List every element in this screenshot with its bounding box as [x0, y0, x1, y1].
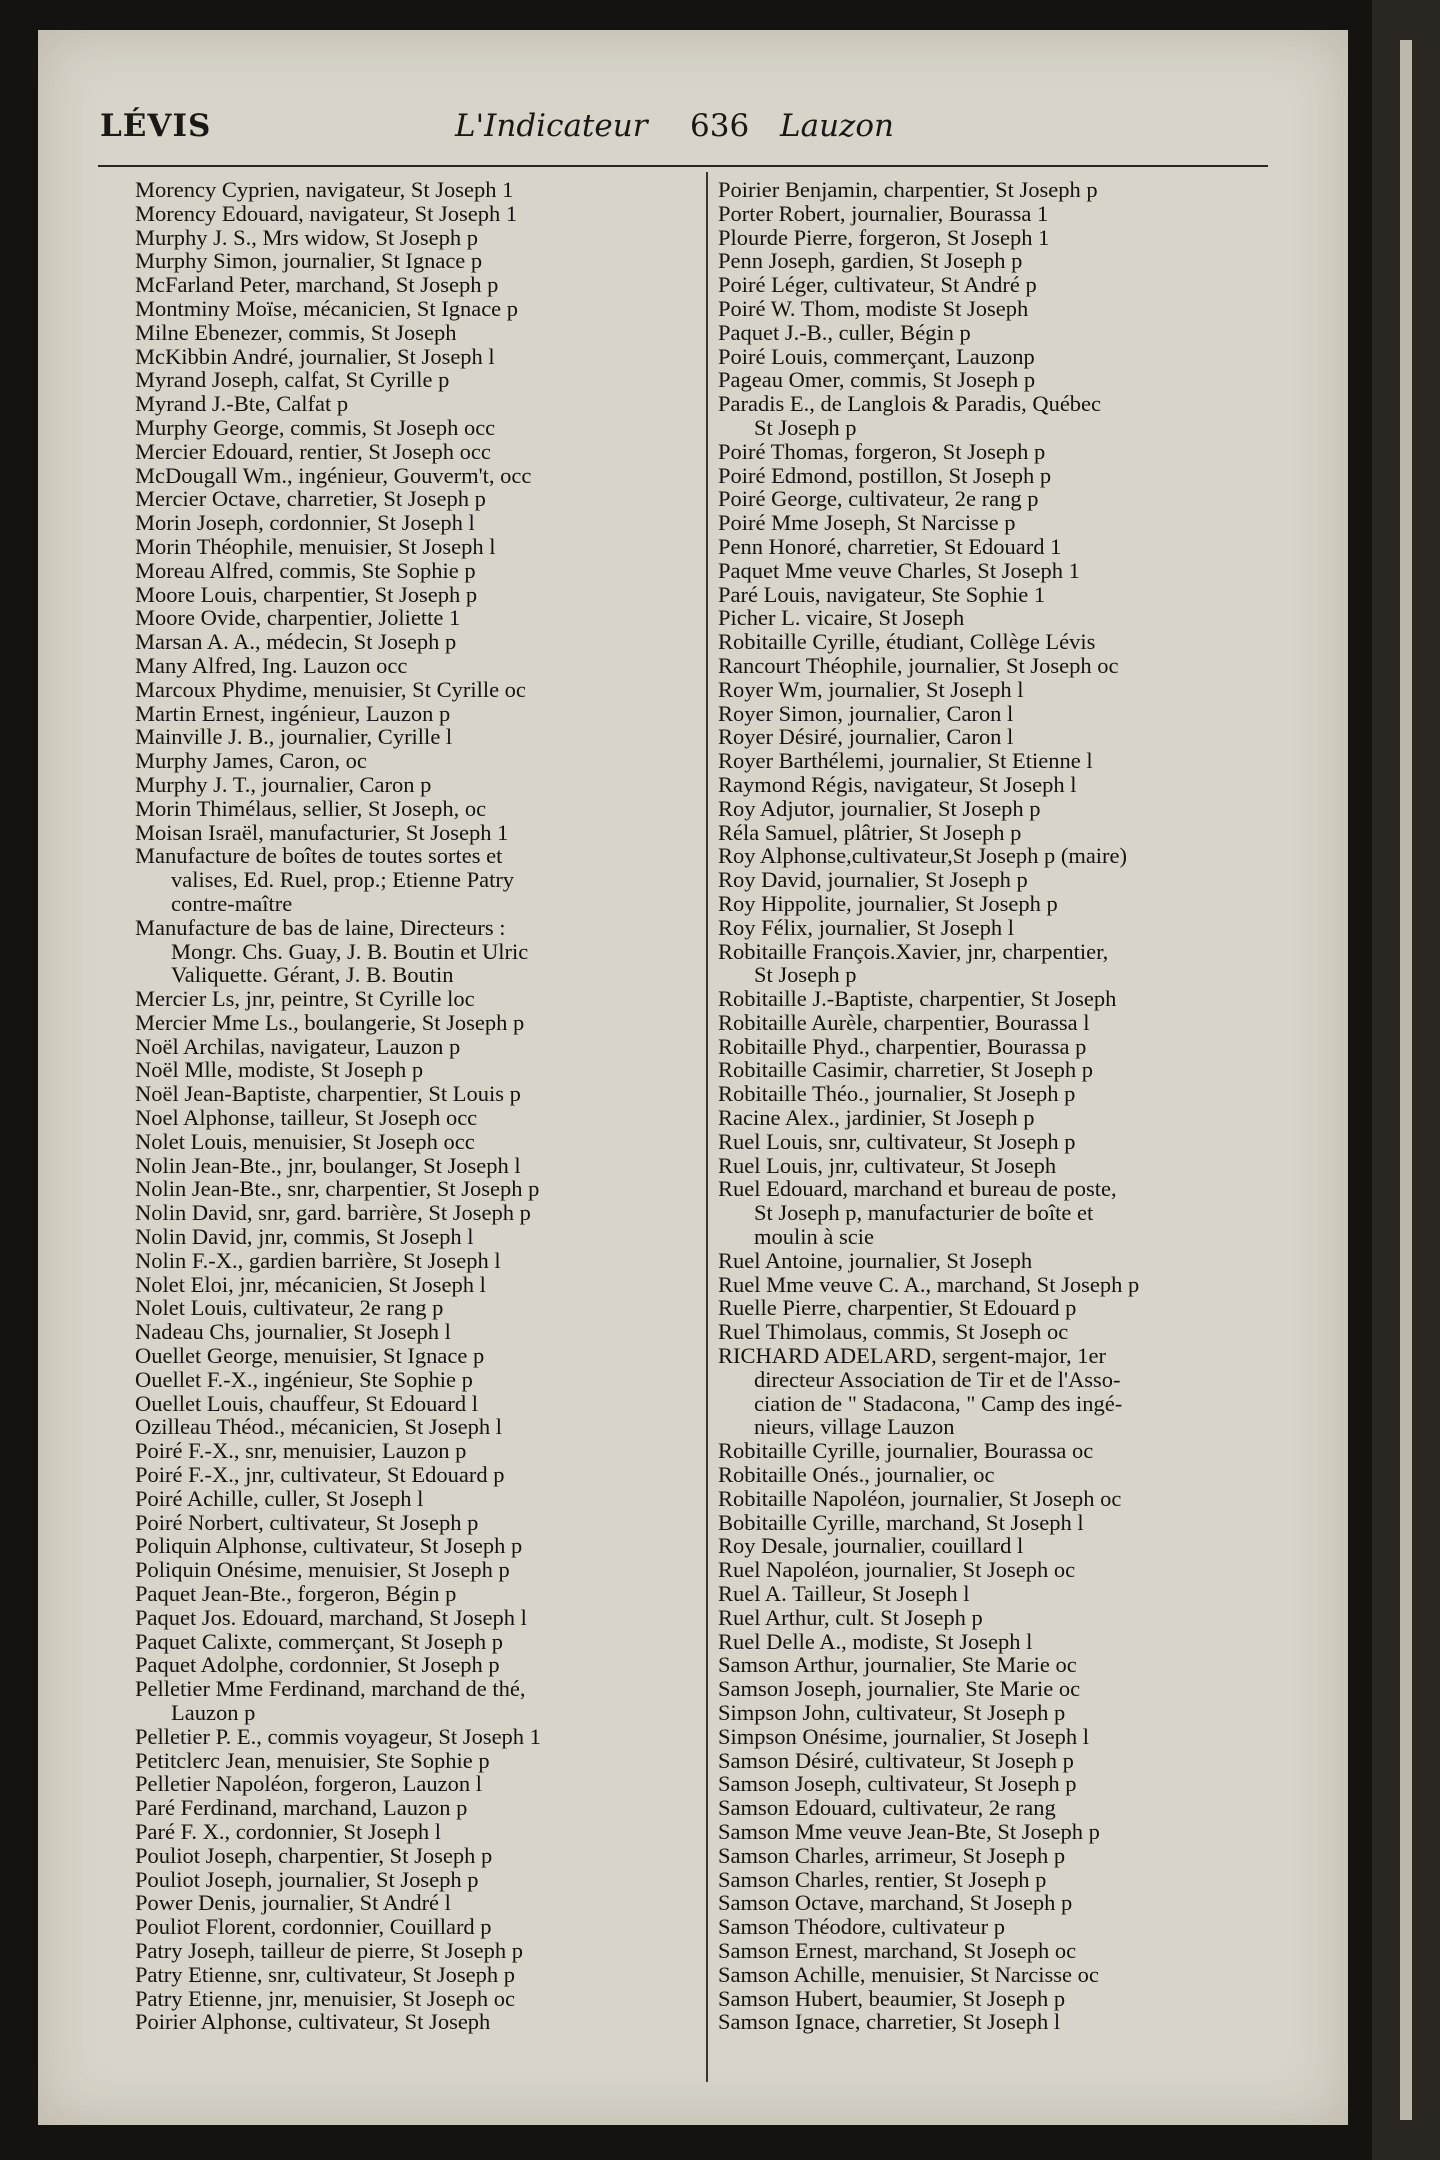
directory-entry: McDougall Wm., ingénieur, Gouverm't, occ: [135, 462, 532, 488]
directory-entry: Manufacture de boîtes de toutes sortes et: [135, 843, 503, 869]
directory-entry: Poiré Léger, cultivateur, St André p: [718, 272, 1037, 298]
directory-entry: Ruelle Pierre, charpentier, St Edouard p: [718, 1295, 1077, 1321]
directory-entry: Robitaille J.-Baptiste, charpentier, St Joseph: [718, 986, 1117, 1012]
directory-entry: Robitaille Napoléon, journalier, St Joseph oc: [718, 1485, 1122, 1511]
directory-entry: Martin Ernest, ingénieur, Lauzon p: [135, 700, 451, 726]
directory-entry: Murphy Simon, journalier, St Ignace p: [135, 248, 483, 274]
directory-entry: Mercier Octave, charretier, St Joseph p: [135, 486, 486, 512]
entry-continuation: Valiquette. Gérant, J. B. Boutin: [171, 962, 454, 988]
directory-entry: Petitclerc Jean, menuisier, Ste Sophie p: [135, 1747, 490, 1773]
directory-entry: Samson Mme veuve Jean-Bte, St Joseph p: [718, 1818, 1100, 1844]
directory-entry: Royer Barthélemi, journalier, St Etienne l: [718, 748, 1093, 774]
directory-entry: Samson Edouard, cultivateur, 2e rang: [718, 1795, 1056, 1821]
directory-entry: Ruel Edouard, marchand et bureau de poste,: [718, 1176, 1117, 1202]
directory-entry: Paquet Jean-Bte., forgeron, Bégin p: [135, 1581, 457, 1607]
adjacent-page-edge: [1372, 0, 1440, 2160]
directory-entry: Nolin David, jnr, commis, St Joseph l: [135, 1224, 474, 1250]
directory-entry: Robitaille Théo., journalier, St Joseph p: [718, 1081, 1076, 1107]
directory-entry: Milne Ebenezer, commis, St Joseph: [135, 319, 457, 345]
directory-entry: Pageau Omer, commis, St Joseph p: [718, 367, 1036, 393]
entry-continuation: nieurs, village Lauzon: [754, 1414, 955, 1440]
directory-entry: Poliquin Onésime, menuisier, St Joseph p: [135, 1557, 510, 1583]
directory-entry: Réla Samuel, plâtrier, St Joseph p: [718, 819, 1022, 845]
page-number: 636: [690, 108, 750, 144]
directory-entry: Morin Théophile, menuisier, St Joseph l: [135, 533, 496, 559]
directory-entry: Poiré Edmond, postillon, St Joseph p: [718, 462, 1052, 488]
directory-entry: Samson Arthur, journalier, Ste Marie oc: [718, 1652, 1077, 1678]
directory-entry: Roy Adjutor, journalier, St Joseph p: [718, 795, 1041, 821]
directory-entry: Poiré Louis, commerçant, Lauzonp: [718, 343, 1035, 369]
directory-entry: Samson Charles, rentier, St Joseph p: [718, 1866, 1047, 1892]
directory-entry: Pouliot Joseph, journalier, St Joseph p: [135, 1866, 479, 1892]
header-rule: [98, 165, 1268, 167]
directory-entry: Roy Desale, journalier, couillard l: [718, 1533, 1024, 1559]
directory-entry: Plourde Pierre, forgeron, St Joseph 1: [718, 224, 1050, 250]
directory-entry: Montminy Moïse, mécanicien, St Ignace p: [135, 295, 519, 321]
directory-entry: Mercier Mme Ls., boulangerie, St Joseph p: [135, 1009, 525, 1035]
directory-entry: Samson Ignace, charretier, St Joseph l: [718, 2009, 1061, 2035]
entry-continuation: St Joseph p, manufacturier de boîte et: [754, 1200, 1094, 1226]
right-column: [718, 178, 1278, 2034]
directory-entry: Paquet Adolphe, cordonnier, St Joseph p: [135, 1652, 500, 1678]
directory-entry: Moisan Israël, manufacturier, St Joseph 1: [135, 819, 509, 845]
directory-entry: Moreau Alfred, commis, Ste Sophie p: [135, 557, 476, 583]
directory-entry: Royer Wm, journalier, St Joseph l: [718, 676, 1024, 702]
directory-entry: Nolet Louis, cultivateur, 2e rang p: [135, 1295, 444, 1321]
entry-continuation: St Joseph p: [754, 414, 857, 440]
directory-entry: Roy Alphonse,cultivateur,St Joseph p (maire): [718, 843, 1128, 869]
directory-entry: Samson Joseph, cultivateur, St Joseph p: [718, 1771, 1077, 1797]
directory-entry: Robitaille Aurèle, charpentier, Bourassa l: [718, 1009, 1090, 1035]
directory-entry: Paquet J.-B., culler, Bégin p: [718, 319, 971, 345]
directory-entry: Roy David, journalier, St Joseph p: [718, 867, 1028, 893]
directory-entry: Patry Etienne, jnr, menuisier, St Joseph oc: [135, 1985, 516, 2011]
directory-entry: Power Denis, journalier, St André l: [135, 1890, 451, 1916]
directory-entry: Many Alfred, Ing. Lauzon occ: [135, 652, 408, 678]
directory-entry: Robitaille Phyd., charpentier, Bourassa p: [718, 1033, 1087, 1059]
directory-entry: Ouellet George, menuisier, St Ignace p: [135, 1343, 485, 1369]
directory-entry: Noël Mlle, modiste, St Joseph p: [135, 1057, 424, 1083]
directory-entry: Murphy J. T., journalier, Caron p: [135, 771, 432, 797]
directory-entry: Paradis E., de Langlois & Paradis, Québec: [718, 391, 1102, 417]
entry-continuation: ciation de " Stadacona, " Camp des ingé-: [754, 1390, 1123, 1416]
directory-entry: Samson Charles, arrimeur, St Joseph p: [718, 1842, 1066, 1868]
directory-entry: Poiré Mme Joseph, St Narcisse p: [718, 510, 1016, 536]
directory-entry: Nadeau Chs, journalier, St Joseph l: [135, 1319, 451, 1345]
directory-entry: Ouellet Louis, chauffeur, St Edouard l: [135, 1390, 478, 1416]
directory-entry: Pouliot Florent, cordonnier, Couillard p: [135, 1914, 492, 1940]
directory-entry: Nolet Louis, menuisier, St Joseph occ: [135, 1128, 475, 1154]
directory-entry: Paquet Mme veuve Charles, St Joseph 1: [718, 557, 1080, 583]
directory-entry: Racine Alex., jardinier, St Joseph p: [718, 1105, 1035, 1131]
directory-entry: Poliquin Alphonse, cultivateur, St Joseph p: [135, 1533, 523, 1559]
directory-entry: Ozilleau Théod., mécanicien, St Joseph l: [135, 1414, 502, 1440]
directory-entry: Paré Louis, navigateur, Ste Sophie 1: [718, 581, 1046, 607]
directory-entry: Robitaille Casimir, charretier, St Joseph p: [718, 1057, 1093, 1083]
entry-continuation: contre-maître: [171, 890, 293, 916]
directory-entry: Rancourt Théophile, journalier, St Joseph oc: [718, 652, 1119, 678]
directory-entry: Patry Etienne, snr, cultivateur, St Joseph p: [135, 1961, 516, 1987]
directory-entry: Noël Jean-Baptiste, charpentier, St Louis p: [135, 1081, 521, 1107]
directory-entry: Mercier Edouard, rentier, St Joseph occ: [135, 438, 491, 464]
directory-entry: Raymond Régis, navigateur, St Joseph l: [718, 771, 1077, 797]
directory-entry: McFarland Peter, marchand, St Joseph p: [135, 272, 499, 298]
directory-entry: Myrand J.-Bte, Calfat p: [135, 391, 349, 417]
left-column: [135, 178, 695, 2034]
directory-entry: Morin Thimélaus, sellier, St Joseph, oc: [135, 795, 487, 821]
directory-entry: Noel Alphonse, tailleur, St Joseph occ: [135, 1105, 478, 1131]
directory-entry: Porter Robert, journalier, Bourassa 1: [718, 200, 1049, 226]
directory-entry: Ruel Arthur, cult. St Joseph p: [718, 1604, 983, 1630]
directory-entry: Simpson John, cultivateur, St Joseph p: [718, 1700, 1066, 1725]
directory-entry: Poiré Thomas, forgeron, St Joseph p: [718, 438, 1046, 464]
directory-entry: Royer Simon, journalier, Caron l: [718, 700, 1014, 726]
entry-continuation: Mongr. Chs. Guay, J. B. Boutin et Ulric: [171, 938, 529, 964]
directory-entry: Poiré F.-X., jnr, cultivateur, St Edouard p: [135, 1462, 505, 1488]
entry-continuation: St Joseph p: [754, 962, 857, 988]
directory-entry: Robitaille François.Xavier, jnr, charpentier,: [718, 938, 1109, 964]
directory-entry: Samson Joseph, journalier, Ste Marie oc: [718, 1676, 1081, 1702]
directory-entry: Poiré George, cultivateur, 2e rang p: [718, 486, 1039, 512]
directory-entry: Manufacture de bas de laine, Directeurs :: [135, 914, 506, 940]
entry-continuation: moulin à scie: [754, 1224, 874, 1250]
directory-entry: Penn Honoré, charretier, St Edouard 1: [718, 533, 1062, 559]
directory-entry: Ruel Louis, jnr, cultivateur, St Joseph: [718, 1152, 1057, 1178]
directory-entry: Ruel A. Tailleur, St Joseph l: [718, 1581, 970, 1607]
entry-continuation: directeur Association de Tir et de l'Asso-: [754, 1366, 1121, 1392]
directory-entry: Poiré F.-X., snr, menuisier, Lauzon p: [135, 1438, 467, 1464]
adjacent-page-strip: [1400, 40, 1412, 2120]
running-head-right: Lauzon: [780, 108, 894, 144]
directory-entry: Ruel Mme veuve C. A., marchand, St Joseph p: [718, 1271, 1140, 1297]
directory-entry: Marcoux Phydime, menuisier, St Cyrille oc: [135, 676, 526, 702]
directory-entry: Samson Désiré, cultivateur, St Joseph p: [718, 1747, 1074, 1773]
directory-entry: Paquet Jos. Edouard, marchand, St Joseph l: [135, 1604, 527, 1630]
directory-entry: Poirier Benjamin, charpentier, St Joseph p: [718, 177, 1098, 202]
running-head-title: L'Indicateur: [455, 108, 648, 144]
directory-entry: Noël Archilas, navigateur, Lauzon p: [135, 1033, 461, 1059]
directory-entry: Mercier Ls, jnr, peintre, St Cyrille loc: [135, 986, 475, 1012]
directory-entry: Ruel Louis, snr, cultivateur, St Joseph p: [718, 1128, 1076, 1154]
directory-entry: Pelletier P. E., commis voyageur, St Joseph 1: [135, 1723, 541, 1749]
directory-entry: Pouliot Joseph, charpentier, St Joseph p: [135, 1842, 493, 1868]
directory-entry: Samson Achille, menuisier, St Narcisse oc: [718, 1961, 1099, 1987]
directory-entry: Robitaille Cyrille, étudiant, Collège Lévis: [718, 629, 1096, 655]
column-divider: [706, 172, 708, 2082]
directory-entry: Picher L. vicaire, St Joseph: [718, 605, 965, 631]
directory-entry: Patry Joseph, tailleur de pierre, St Joseph p: [135, 1937, 524, 1963]
directory-entry: Roy Hippolite, journalier, St Joseph p: [718, 890, 1058, 916]
directory-entry: Nolin F.-X., gardien barrière, St Joseph l: [135, 1247, 501, 1273]
directory-entry: RICHARD ADELARD, sergent-major, 1er: [718, 1343, 1107, 1369]
directory-entry: Ruel Napoléon, journalier, St Joseph oc: [718, 1557, 1076, 1583]
directory-entry: Mainville J. B., journalier, Cyrille l: [135, 724, 453, 750]
directory-entry: Simpson Onésime, journalier, St Joseph l: [718, 1723, 1089, 1749]
directory-entry: Ruel Thimolaus, commis, St Joseph oc: [718, 1319, 1069, 1345]
directory-entry: Ruel Antoine, journalier, St Joseph: [718, 1247, 1033, 1273]
directory-entry: Samson Hubert, beaumier, St Joseph p: [718, 1985, 1066, 2011]
directory-entry: Morin Joseph, cordonnier, St Joseph l: [135, 510, 475, 536]
directory-entry: Ruel Delle A., modiste, St Joseph l: [718, 1628, 1033, 1654]
directory-entry: Bobitaille Cyrille, marchand, St Joseph l: [718, 1509, 1084, 1535]
entry-continuation: Lauzon p: [171, 1700, 256, 1725]
directory-entry: Samson Ernest, marchand, St Joseph oc: [718, 1937, 1077, 1963]
directory-entry: Morency Edouard, navigateur, St Joseph 1: [135, 200, 518, 226]
directory-entry: Penn Joseph, gardien, St Joseph p: [718, 248, 1023, 274]
directory-entry: Poirier Alphonse, cultivateur, St Joseph: [135, 2009, 491, 2035]
directory-entry: Paré Ferdinand, marchand, Lauzon p: [135, 1795, 468, 1821]
running-header: [100, 108, 1265, 158]
directory-entry: Murphy George, commis, St Joseph occ: [135, 414, 496, 440]
directory-entry: Robitaille Onés., journalier, oc: [718, 1462, 995, 1488]
directory-entry: Murphy James, Caron, oc: [135, 748, 367, 774]
directory-entry: Nolin David, snr, gard. barrière, St Joseph p: [135, 1200, 531, 1226]
directory-entry: Poiré W. Thom, modiste St Joseph: [718, 295, 1029, 321]
directory-entry: Poiré Achille, culler, St Joseph l: [135, 1485, 424, 1511]
directory-entry: Pelletier Napoléon, forgeron, Lauzon l: [135, 1771, 482, 1797]
directory-entry: Moore Ovide, charpentier, Joliette 1: [135, 605, 461, 631]
directory-entry: Paré F. X., cordonnier, St Joseph l: [135, 1818, 442, 1844]
directory-entry: Moore Louis, charpentier, St Joseph p: [135, 581, 478, 607]
directory-entry: Pelletier Mme Ferdinand, marchand de thé,: [135, 1676, 526, 1702]
directory-entry: Samson Théodore, cultivateur p: [718, 1914, 1006, 1940]
directory-entry: Nolin Jean-Bte., snr, charpentier, St Joseph p: [135, 1176, 540, 1202]
directory-entry: Murphy J. S., Mrs widow, St Joseph p: [135, 224, 478, 250]
directory-entry: Poiré Norbert, cultivateur, St Joseph p: [135, 1509, 479, 1535]
directory-entry: Roy Félix, journalier, St Joseph l: [718, 914, 1014, 940]
directory-entry: McKibbin André, journalier, St Joseph l: [135, 343, 495, 369]
directory-entry: Robitaille Cyrille, journalier, Bourassa oc: [718, 1438, 1094, 1464]
directory-entry: Nolet Eloi, jnr, mécanicien, St Joseph l: [135, 1271, 486, 1297]
directory-entry: Ouellet F.-X., ingénieur, Ste Sophie p: [135, 1366, 473, 1392]
running-head-left: LÉVIS: [100, 108, 212, 144]
directory-entry: Morency Cyprien, navigateur, St Joseph 1: [135, 177, 514, 202]
directory-entry: Nolin Jean-Bte., jnr, boulanger, St Joseph l: [135, 1152, 521, 1178]
directory-entry: Myrand Joseph, calfat, St Cyrille p: [135, 367, 450, 393]
directory-entry: Royer Désiré, journalier, Caron l: [718, 724, 1014, 750]
directory-entry: Paquet Calixte, commerçant, St Joseph p: [135, 1628, 504, 1654]
directory-entry: Marsan A. A., médecin, St Joseph p: [135, 629, 457, 655]
directory-entry: Samson Octave, marchand, St Joseph p: [718, 1890, 1073, 1916]
entry-continuation: valises, Ed. Ruel, prop.; Etienne Patry: [171, 867, 515, 893]
